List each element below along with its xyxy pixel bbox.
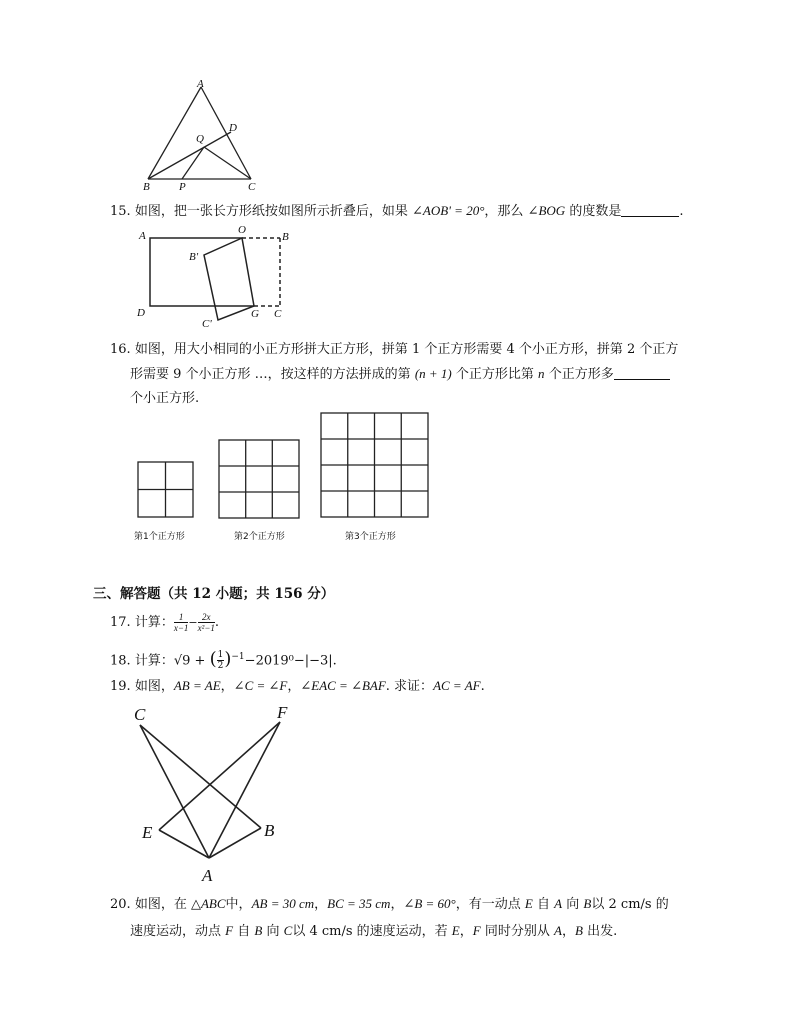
q20-l2-a: 速度运动，动点 [130,924,222,939]
q20-l1-m1: △ABC [190,896,226,911]
answer-blank [621,202,679,217]
q20-l2-e: ， [459,924,473,939]
q19-sep1: ， [220,679,234,694]
q16-line3: 个小正方形. [130,391,200,406]
fraction-2-num: 2x [198,612,215,623]
label-g: G [251,308,259,320]
label-c: C [274,308,282,320]
q17-end: . [214,615,220,630]
q17-label: 计算： [134,615,174,630]
q18-power: −1 [231,652,245,662]
q17-number: 17. [110,615,131,630]
answer-blank [614,365,670,380]
label-c: C [248,181,256,193]
q15-text-c: 的度数是 [569,204,622,219]
caption-1: 第1个正方形 [134,532,185,542]
label-p: P [179,181,186,193]
label-d: D [137,307,145,319]
q20-l2-m1: F [225,923,234,938]
q20-number: 20. [110,897,131,912]
q15-text-b: ，那么 [484,204,524,219]
q20-l1-c: ， [314,897,328,912]
q16-math-n: n [538,366,545,381]
q16-line2-b: 个正方形比第 [455,367,534,382]
q20-l1-m3: BC = 35 cm [327,896,391,911]
q18-number: 18. [110,653,131,669]
label-a: A [202,866,213,885]
label-b: B [282,231,289,243]
q20-l2-b: 自 [237,924,251,939]
q15-math-b: ∠BOG [527,203,566,218]
q18-rest: −2019⁰−|−3|. [244,653,337,669]
q19-text-b: . 求证： [385,679,434,694]
q20-l1-b: 中， [225,897,252,912]
q16-number: 16. [110,342,131,357]
q20-l2-m2: B [254,923,263,938]
q20-l2-m6: A [554,923,562,938]
label-f: F [277,703,288,722]
q17-minus: − [188,616,198,629]
edge-ac [201,87,251,179]
q20-l1-m2: AB = 30 cm [251,896,315,911]
label-q: Q [196,133,204,145]
cross-triangles-figure [128,700,308,890]
q19-math-b: ∠C = ∠F [233,678,288,693]
q19-math-d: AC = AF [433,678,481,693]
q20-l1-g: 向 [566,897,580,912]
q19-end: . [480,679,485,694]
q20-l2-m5: F [472,923,481,938]
folded-rectangle-figure [132,223,302,331]
label-b-prime: B' [189,251,199,263]
label-a: A [139,230,146,242]
label-b: B [143,181,150,193]
q19-math-a: AB = AE [173,678,221,693]
q19-math-c: ∠EAC = ∠BAF [300,678,386,693]
half-num: 1 [217,650,224,661]
half-den: 2 [217,661,224,672]
edge-ab [148,87,201,179]
q15-number: 15. [110,204,131,219]
fraction-2 [198,612,215,633]
question-16 [110,338,678,411]
question-19 [110,674,485,699]
segment-bd [148,132,231,179]
question-17 [110,611,219,635]
fraction-2-den: x²−1 [197,623,215,633]
q20-l1-m6: A [554,896,563,911]
fraction-1 [174,612,189,633]
q15-text-a: 如图，把一张长方形纸按如图所示折叠后，如果 [134,204,408,219]
grid-3x3 [219,440,299,518]
q20-l1-m4: ∠B = 60° [403,896,456,911]
q18-label: 计算： [134,653,174,669]
q15-math-a: ∠AOB' = 20° [411,203,485,218]
caption-2: 第2个正方形 [234,532,285,542]
triangle-figure [138,76,268,194]
label-o: O [238,224,246,236]
q20-l2-f: 同时分别从 [484,924,550,939]
q20-l2-d: 以 4 cm/s 的速度运动，若 [292,924,448,939]
q15-end: . [679,204,684,219]
question-15 [110,199,683,224]
q20-l1-m7: B [583,896,592,911]
folded-part [204,238,254,320]
label-a: A [197,78,204,90]
q20-l1-h: 以 2 cm/s 的 [591,897,669,912]
label-b: B [264,821,275,840]
segment-fe [159,722,280,830]
fraction-1-den: x−1 [173,623,189,633]
q16-math-n1: (n + 1) [414,366,452,381]
q20-l1-d: ， [390,897,404,912]
q18-sqrt: √9 [173,653,191,669]
segment-qc [204,147,251,179]
label-d: D [229,122,237,134]
label-c-prime: C' [202,318,212,330]
label-c: C [134,705,146,724]
q18-plus: + [194,653,206,669]
question-18: 18. 计算：√9 + ( $\frac{1}{2}$ )$^{-1}$−2019⁰−|−3|. [110,648,337,672]
fraction-1-num: 1 [174,612,189,623]
segment-qp [182,147,204,179]
q19-text-a: 如图， [134,679,174,694]
q20-l2-h: 出发. [587,924,618,939]
question-20 [110,892,669,944]
q19-sep2: ， [287,679,301,694]
q19-number: 19. [110,679,131,694]
q20-l2-c: 向 [266,924,280,939]
q20-l2-m4: E [451,923,460,938]
q20-l1-m5: E [524,896,533,911]
label-e: E [142,823,153,842]
q20-l1-a: 如图，在 [134,897,187,912]
caption-3: 第3个正方形 [345,532,396,542]
q16-line2-c: 个正方形多 [548,367,614,382]
segment-cb [140,725,261,828]
q20-l1-e: ，有一动点 [455,897,521,912]
rectangle-outline [150,238,254,306]
q16-line1: 如图，用大小相同的小正方形拼大正方形，拼第 1 个正方形需要 4 个小正方形，拼第 2 个正方 [134,342,679,357]
q20-l2-m7: B [574,923,583,938]
q20-l2-m3: C [283,923,293,938]
q20-l1-f: 自 [537,897,551,912]
q16-line2-a: 形需要 9 个小正方形 …，按这样的方法拼成的第 [130,367,411,382]
section-heading: 三、解答题（共 12 小题；共 156 分） [93,586,335,602]
q20-l2-g: ， [561,924,575,939]
